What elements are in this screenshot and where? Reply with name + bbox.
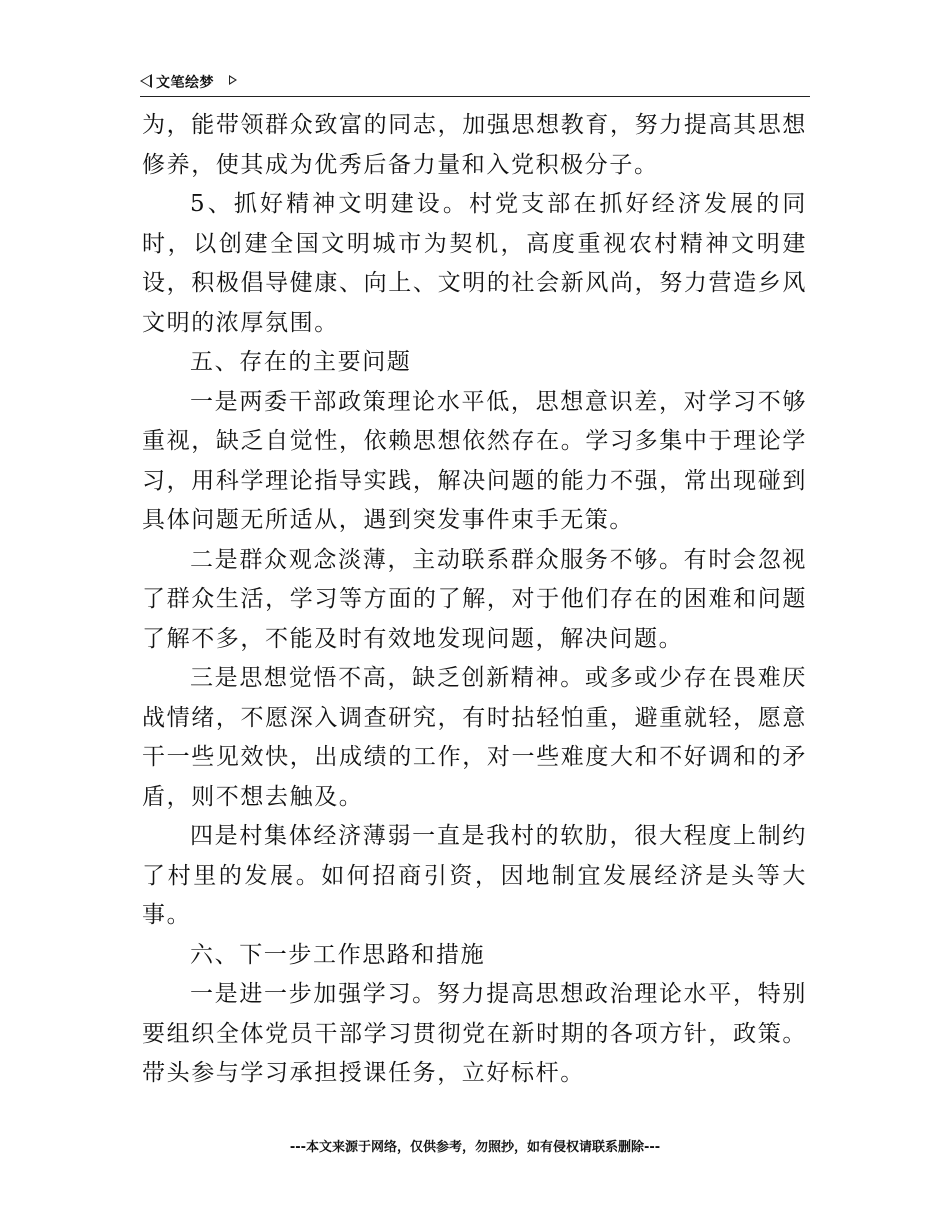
paragraph-2: 5、抓好精神文明建设。村党支部在抓好经济发展的同时，以创建全国文明城市为契机，高度重视农村精神文明建设，积极倡导健康、向上、文明的社会新风尚，努力营造乡风文明的浓厚氛围。 (142, 191, 807, 336)
paragraph-4: 二是群众观念淡薄，主动联系群众服务不够。有时会忽视了群众生活，学习等方面的了解，对于他们存在的困难和问题了解不多，不能及时有效地发现问题，解决问题。 (142, 546, 807, 652)
paragraph-5: 三是思想觉悟不高，缺乏创新精神。或多或少存在畏难厌战情绪，不愿深入调查研究，有时拈轻怕重，避重就轻，愿意干一些见效快，出成绩的工作，对一些难度大和不好调和的矛盾，则不想去触及。 (142, 665, 807, 810)
paragraph-1: 为，能带领群众致富的同志，加强思想教育，努力提高其思想修养，使其成为优秀后备力量和入党积极分子。 (142, 112, 807, 178)
header-brand: 文笔绘梦 (156, 75, 214, 91)
header-divider (140, 96, 810, 97)
triangle-left-icon (140, 74, 152, 88)
footer-notice: ---本文来源于网络，仅供参考，勿照抄，如有侵权请联系删除--- (289, 1140, 661, 1155)
section-heading-6: 六、下一步工作思路和措施 (190, 941, 486, 968)
document-body (142, 106, 807, 1094)
triangle-right-icon (229, 75, 237, 85)
section-heading-5: 五、存在的主要问题 (190, 349, 412, 375)
paragraph-3: 一是两委干部政策理论水平低，思想意识差，对学习不够重视，缺乏自觉性，依赖思想依然存在。学习多集中于理论学习，用科学理论指导实践，解决问题的能力不强，常出现碰到具体问题无所适从，遇到突发事件束手无策。 (142, 388, 807, 533)
paragraph-7: 一是进一步加强学习。努力提高思想政治理论水平，特别要组织全体党员干部学习贯彻党在新时期的各项方针，政策。带头参与学习承担授课任务，立好标杆。 (142, 981, 807, 1086)
page-header (140, 70, 810, 96)
paragraph-6: 四是村集体经济薄弱一直是我村的软肋，很大程度上制约了村里的发展。如何招商引资，因地制宜发展经济是头等大事。 (142, 823, 807, 928)
